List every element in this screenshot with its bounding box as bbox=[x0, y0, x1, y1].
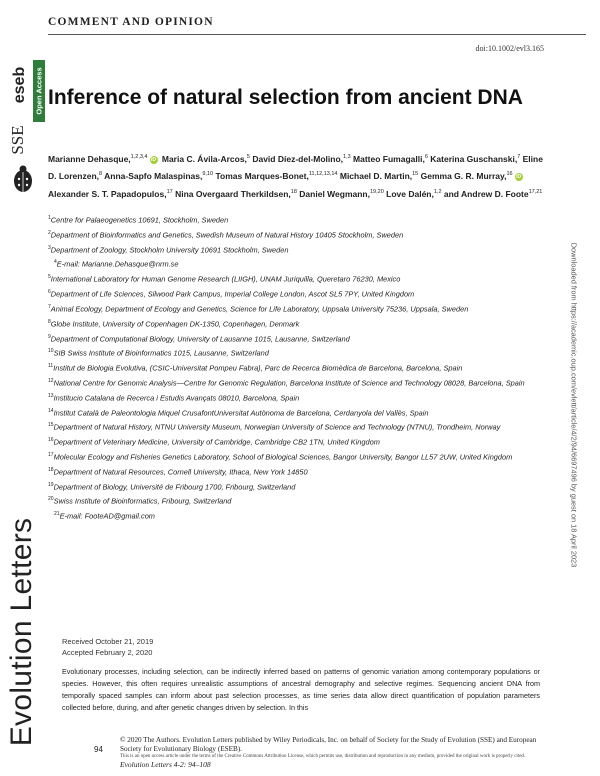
author-name: Maria C. Ávila-Arcos, bbox=[161, 153, 247, 164]
affiliation-text: E-mail: FooteAD@gmail.com bbox=[59, 511, 155, 521]
affiliation-number: 6 bbox=[48, 289, 51, 296]
affiliation-text: National Centre for Genomic Analysis—Centre for Genomic Regulation, Barcelona Institute of Science and Technology 08028, Barcelona, Spain bbox=[53, 378, 525, 388]
affiliation-number: 17 bbox=[48, 452, 54, 458]
affiliation-number: 8 bbox=[48, 318, 51, 325]
affiliation-number: 5 bbox=[48, 274, 51, 281]
sse-logo: SSE bbox=[8, 125, 27, 155]
affiliation-text: International Laboratory for Human Genome Research (LIIGH), UNAM Juriquilla, Queretaro 76230, Mexico bbox=[50, 274, 401, 284]
affiliation-item bbox=[48, 286, 534, 301]
author-affiliation-ref: 18 bbox=[290, 188, 297, 195]
section-label: COMMENT AND OPINION bbox=[48, 16, 214, 28]
affiliation-list bbox=[48, 212, 534, 523]
affiliation-text: Department of Biology, Université de Fribourg 1700, Fribourg, Switzerland bbox=[53, 482, 296, 492]
affiliation-text: Department of Veterinary Medicine, University of Cambridge, Cambridge CB2 1TN, United Kingdom bbox=[53, 437, 380, 447]
affiliation-text: E-mail: Marianne.Dehasque@nrm.se bbox=[56, 259, 179, 269]
affiliation-item bbox=[48, 419, 534, 434]
author-name: Gemma G. R. Murray, bbox=[420, 171, 507, 182]
author-name: Matteo Fumagalli, bbox=[353, 153, 425, 164]
affiliation-number: 15 bbox=[48, 422, 54, 429]
affiliation-item bbox=[48, 316, 534, 331]
author-affiliation-ref: 5 bbox=[246, 154, 250, 160]
author-affiliation-ref: 15 bbox=[412, 171, 419, 178]
author-name: Anna-Sapfo Malaspinas, bbox=[104, 171, 203, 182]
affiliation-item bbox=[48, 212, 534, 227]
author-name: Tomas Marques-Bonet, bbox=[215, 171, 309, 182]
affiliation-item bbox=[48, 508, 534, 523]
affiliation-number: 7 bbox=[48, 303, 51, 310]
affiliation-text: Department of Computational Biology, University of Lausanne 1015, Lausanne, Switzerland bbox=[50, 333, 350, 343]
affiliation-number: 2 bbox=[48, 229, 51, 236]
affiliation-number: 3 bbox=[48, 244, 51, 251]
copyright-notice: © 2020 The Authors. Evolution Letters published by Wiley Periodicals, Inc. on behalf of Society for the Study of Evolution (SSE) and European Society for Evolutionary Biology (ESEB). bbox=[120, 736, 537, 753]
author-name: Love Dalén, bbox=[386, 188, 434, 199]
affiliation-text: Institut Català de Paleontologia Miquel CrusafontUniversitat Autònoma de Barcelona, Cerdanyola del Vallès, Spain bbox=[53, 408, 429, 418]
author-affiliation-ref: 17 bbox=[166, 188, 173, 195]
affiliation-text: Department of Life Sciences, Silwood Park Campus, Imperial College London, Ascot SL5 7PY, United Kingdom bbox=[50, 289, 415, 299]
author-affiliation-ref: 11,12,13,14 bbox=[308, 171, 338, 178]
author-affiliation-ref: 8 bbox=[99, 171, 103, 178]
affiliation-text: Animal Ecology, Department of Ecology and Genetics, Science for Life Laboratory, Uppsala University 75236, Uppsala, Sweden bbox=[50, 304, 469, 314]
affiliation-text: Department of Zoology, Stockholm University 10691 Stockholm, Sweden bbox=[50, 245, 289, 255]
affiliation-item bbox=[48, 449, 534, 464]
affiliation-item bbox=[48, 331, 534, 346]
received-date: Received October 21, 2019 bbox=[62, 637, 154, 646]
author-affiliation-ref: 9,10 bbox=[202, 171, 214, 178]
author-affiliation-ref: 17,21 bbox=[528, 188, 543, 195]
affiliation-text: Molecular Ecology and Fisheries Genetics Laboratory, School of Biological Sciences, Bangor University, Bangor LL57 2UW, United Kingdom bbox=[53, 452, 513, 462]
open-access-label: Open Access bbox=[34, 67, 44, 115]
affiliation-number: 16 bbox=[48, 437, 54, 444]
affiliation-text: Department of Natural Resources, Cornell University, Ithaca, New York 14850 bbox=[53, 467, 308, 477]
affiliation-number: 21 bbox=[54, 511, 60, 518]
affiliation-item bbox=[48, 256, 534, 271]
affiliation-number: 12 bbox=[48, 377, 54, 384]
author-affiliation-ref: 19,20 bbox=[370, 188, 384, 195]
orcid-icon[interactable]: iD bbox=[516, 174, 522, 180]
author-name: Eline D. Lorenzen, bbox=[48, 153, 543, 182]
affiliation-number: 20 bbox=[48, 496, 54, 503]
author-affiliation-ref: 16 bbox=[506, 171, 513, 178]
author-affiliation-ref: 6 bbox=[424, 154, 428, 160]
affiliation-item bbox=[48, 271, 534, 286]
affiliation-item bbox=[48, 405, 534, 420]
author-affiliation-ref: 1,3 bbox=[343, 154, 351, 160]
affiliation-text: Institut de Biologia Evolutiva, (CSIC-Universitat Pompeu Fabra), Parc de Recerca Biomèdica de Barcelona, Barcelona, Spain bbox=[53, 363, 463, 373]
issue-citation: Evolution Letters 4-2: 94–108 bbox=[120, 760, 211, 769]
affiliation-text: SIB Swiss Institute of Bioinformatics 1015, Lausanne, Switzerland bbox=[53, 348, 269, 358]
affiliation-item bbox=[48, 390, 534, 405]
author-affiliation-ref: 1,2 bbox=[433, 188, 442, 195]
page-number: 94 bbox=[94, 745, 103, 754]
affiliation-item bbox=[48, 360, 534, 375]
author-affiliation-ref: 7 bbox=[517, 154, 521, 160]
affiliation-text: Institucio Catalana de Recerca i Estudis Avançats 08010, Barcelona, Spain bbox=[53, 393, 300, 403]
license-notice: This is an open access article under the terms of the Creative Commons Attribution License, which permits use, distribution and reproduction in any medium, provided the original work is properly cited. bbox=[120, 754, 526, 759]
affiliation-number: 18 bbox=[48, 466, 54, 473]
beetle-icon bbox=[8, 164, 38, 194]
affiliation-item bbox=[48, 493, 534, 508]
accepted-date: Accepted February 2, 2020 bbox=[62, 648, 153, 657]
affiliation-number: 10 bbox=[48, 348, 54, 355]
affiliation-number: 19 bbox=[48, 481, 54, 488]
affiliation-text: Globe Institute, University of Copenhagen DK-1350, Copenhagen, Denmark bbox=[50, 319, 300, 329]
footer-block bbox=[120, 736, 550, 769]
article-title: Inference of natural selection from ancient DNA bbox=[48, 86, 523, 109]
abstract: Evolutionary processes, including selection, can be indirectly inferred based on patterns of genomic variation among contemporary populations or species. However, this often requires unrealistic assumptions of ancestral demography and selective regimes. Sequencing ancient DNA from temporally spaced samples can inform about past selection processes, as time series data allow direct quantification of population parameters collected before, during, and after genetic changes driven by selection. In this bbox=[62, 667, 540, 712]
author-name: Michael D. Martin, bbox=[339, 171, 413, 182]
author-name: David Díez-del-Molino, bbox=[252, 153, 344, 164]
eseb-logo: eseb bbox=[11, 66, 28, 104]
affiliation-number: 13 bbox=[48, 392, 54, 399]
author-name: Daniel Wegmann, bbox=[299, 188, 370, 199]
affiliation-number: 1 bbox=[48, 215, 51, 221]
affiliation-item bbox=[48, 479, 534, 494]
affiliation-item bbox=[48, 242, 534, 257]
affiliation-text: Department of Natural History, NTNU University Museum, Norwegian University of Science and Technology (NTNU), Trondheim, Norway bbox=[53, 422, 501, 432]
author-name: Nina Overgaard Therkildsen, bbox=[175, 188, 291, 199]
journal-side-title: Evolution Letters bbox=[5, 517, 38, 747]
affiliation-number: 4 bbox=[54, 259, 57, 266]
affiliation-item bbox=[48, 227, 534, 242]
submission-dates bbox=[62, 636, 153, 658]
author-name: Katerina Guschanski, bbox=[430, 153, 518, 164]
top-rule bbox=[48, 34, 586, 35]
affiliation-text: Department of Bioinformatics and Genetics, Swedish Museum of Natural History 10405 Stockholm, Sweden bbox=[50, 230, 404, 240]
affiliation-item bbox=[48, 301, 534, 316]
affiliation-item bbox=[48, 464, 534, 479]
affiliation-number: 11 bbox=[48, 363, 54, 370]
download-notice: Downloaded from https://academic.oup.com/evlett/article/4/2/94/6697496 by guest on 18 April 2023 bbox=[569, 242, 579, 568]
orcid-icon[interactable]: iD bbox=[151, 156, 156, 163]
author-affiliation-ref: 1,2,3,4 bbox=[130, 154, 148, 160]
author-name: Marianne Dehasque, bbox=[48, 153, 131, 164]
affiliation-text: Centre for Palaeogenetics 10691, Stockholm, Sweden bbox=[50, 215, 229, 225]
affiliation-number: 9 bbox=[48, 333, 51, 340]
affiliation-item bbox=[48, 434, 534, 449]
affiliation-item bbox=[48, 375, 534, 390]
author-name: and Andrew D. Foote bbox=[443, 188, 529, 199]
affiliation-item bbox=[48, 345, 534, 360]
affiliation-number: 14 bbox=[48, 407, 54, 414]
doi-link[interactable]: doi:10.1002/evl3.165 bbox=[475, 44, 544, 53]
author-name: Alexander S. T. Papadopulos, bbox=[48, 188, 167, 199]
affiliation-text: Swiss Institute of Bioinformatics, Fribourg, Switzerland bbox=[53, 496, 232, 506]
author-list bbox=[48, 150, 548, 202]
